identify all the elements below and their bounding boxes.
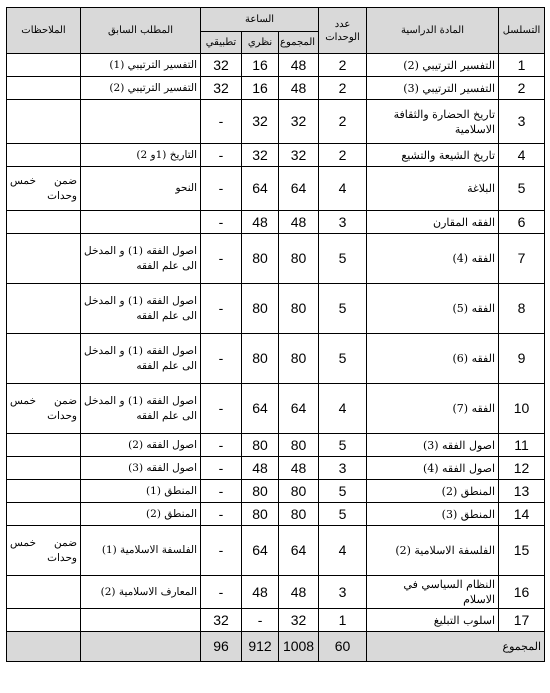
hours-theory-cell: 80 — [242, 480, 279, 503]
serial-cell: 15 — [499, 526, 545, 576]
prereq-cell: اصول الفقه (2) — [81, 434, 201, 457]
serial-cell: 12 — [499, 457, 545, 480]
serial-cell: 17 — [499, 609, 545, 632]
totals-notes-empty — [7, 632, 81, 662]
table-row — [7, 457, 545, 480]
units-cell: 1 — [319, 609, 367, 632]
table-row — [7, 211, 545, 234]
serial-cell: 6 — [499, 211, 545, 234]
totals-units: 60 — [319, 632, 367, 662]
curriculum-table — [6, 7, 545, 662]
header-subject: المادة الدراسية — [367, 8, 499, 54]
hours-total-cell: 48 — [279, 54, 319, 77]
prereq-cell: المعارف الاسلامية (2) — [81, 576, 201, 609]
serial-cell: 14 — [499, 503, 545, 526]
hours-total-cell: 80 — [279, 334, 319, 384]
hours-practical-cell: - — [201, 526, 242, 576]
units-cell: 4 — [319, 526, 367, 576]
hours-practical-cell: - — [201, 384, 242, 434]
subject-cell: المنطق (2) — [367, 480, 499, 503]
hours-practical-cell: - — [201, 100, 242, 144]
hours-total-cell: 48 — [279, 211, 319, 234]
notes-cell — [7, 480, 81, 503]
header-hours-practical: تطبيقي — [201, 32, 242, 54]
hours-theory-cell: 80 — [242, 434, 279, 457]
prereq-cell: اصول الفقه (1) و المدخل الى علم الفقه — [81, 334, 201, 384]
totals-hours-theory: 912 — [242, 632, 279, 662]
notes-cell — [7, 457, 81, 480]
notes-cell — [7, 576, 81, 609]
prereq-cell — [81, 609, 201, 632]
table-row — [7, 334, 545, 384]
subject-cell: الفقه (7) — [367, 384, 499, 434]
header-hours-theory: نظري — [242, 32, 279, 54]
subject-cell: النظام السياسي في الاسلام — [367, 576, 499, 609]
prereq-cell: التفسير الترتيبي (1) — [81, 54, 201, 77]
hours-practical-cell: - — [201, 457, 242, 480]
serial-cell: 2 — [499, 77, 545, 100]
hours-practical-cell: - — [201, 576, 242, 609]
hours-theory-cell: 16 — [242, 54, 279, 77]
table-row — [7, 77, 545, 100]
subject-cell: تاريخ الحضارة والثقافة الاسلامية — [367, 100, 499, 144]
units-cell: 5 — [319, 334, 367, 384]
hours-total-cell: 80 — [279, 480, 319, 503]
serial-cell: 5 — [499, 167, 545, 211]
table-body — [7, 54, 545, 662]
header-hours: الساعة — [201, 8, 319, 32]
table-row — [7, 144, 545, 167]
header-hours-total: المجموع — [279, 32, 319, 54]
prereq-cell: النحو — [81, 167, 201, 211]
serial-cell: 16 — [499, 576, 545, 609]
prereq-cell: التفسير الترتيبي (2) — [81, 77, 201, 100]
table-row — [7, 234, 545, 284]
serial-cell: 3 — [499, 100, 545, 144]
prereq-cell: المنطق (2) — [81, 503, 201, 526]
header-units: عدد الوحدات — [319, 8, 367, 54]
subject-cell: الفقه (6) — [367, 334, 499, 384]
curriculum-document — [6, 7, 544, 662]
hours-theory-cell: 64 — [242, 384, 279, 434]
hours-theory-cell: 64 — [242, 167, 279, 211]
units-cell: 2 — [319, 77, 367, 100]
units-cell: 2 — [319, 100, 367, 144]
hours-theory-cell: 48 — [242, 211, 279, 234]
table-row — [7, 609, 545, 632]
units-cell: 3 — [319, 211, 367, 234]
table-row — [7, 480, 545, 503]
notes-cell: ضمن خمس وحدات — [7, 526, 81, 576]
hours-total-cell: 48 — [279, 576, 319, 609]
units-cell: 3 — [319, 576, 367, 609]
totals-row — [7, 632, 545, 662]
header-serial: التسلسل — [499, 8, 545, 54]
hours-total-cell: 32 — [279, 609, 319, 632]
hours-practical-cell: - — [201, 434, 242, 457]
subject-cell: البلاغة — [367, 167, 499, 211]
subject-cell: التفسير الترتيبي (2) — [367, 54, 499, 77]
notes-cell — [7, 234, 81, 284]
prereq-cell: الفلسفة الاسلامية (1) — [81, 526, 201, 576]
subject-cell: الفقه (4) — [367, 234, 499, 284]
hours-practical-cell: - — [201, 284, 242, 334]
subject-cell: الفقه (5) — [367, 284, 499, 334]
totals-hours-practical: 96 — [201, 632, 242, 662]
units-cell: 5 — [319, 480, 367, 503]
table-row — [7, 100, 545, 144]
serial-cell: 10 — [499, 384, 545, 434]
subject-cell: اصول الفقه (3) — [367, 434, 499, 457]
subject-cell: اسلوب التبليغ — [367, 609, 499, 632]
prereq-cell: التاريخ (1و 2) — [81, 144, 201, 167]
header-prereq: المطلب السابق — [81, 8, 201, 54]
serial-cell: 7 — [499, 234, 545, 284]
subject-cell: تاريخ الشيعة والتشيع — [367, 144, 499, 167]
notes-cell — [7, 100, 81, 144]
prereq-cell: اصول الفقه (1) و المدخل الى علم الفقه — [81, 284, 201, 334]
hours-total-cell: 80 — [279, 434, 319, 457]
units-cell: 4 — [319, 167, 367, 211]
table-row — [7, 503, 545, 526]
notes-cell — [7, 211, 81, 234]
hours-practical-cell: - — [201, 167, 242, 211]
hours-practical-cell: - — [201, 480, 242, 503]
subject-cell: المنطق (3) — [367, 503, 499, 526]
totals-hours-total: 1008 — [279, 632, 319, 662]
subject-cell: الفلسفة الاسلامية (2) — [367, 526, 499, 576]
hours-theory-cell: 48 — [242, 576, 279, 609]
hours-practical-cell: - — [201, 211, 242, 234]
hours-theory-cell: 80 — [242, 284, 279, 334]
serial-cell: 11 — [499, 434, 545, 457]
units-cell: 5 — [319, 284, 367, 334]
hours-practical-cell: - — [201, 503, 242, 526]
notes-cell: ضمن خمس وحدات — [7, 167, 81, 211]
hours-total-cell: 80 — [279, 234, 319, 284]
hours-total-cell: 32 — [279, 100, 319, 144]
hours-practical-cell: - — [201, 144, 242, 167]
units-cell: 2 — [319, 144, 367, 167]
hours-total-cell: 48 — [279, 457, 319, 480]
hours-theory-cell: - — [242, 609, 279, 632]
table-row — [7, 576, 545, 609]
hours-theory-cell: 48 — [242, 457, 279, 480]
units-cell: 4 — [319, 384, 367, 434]
prereq-cell — [81, 100, 201, 144]
hours-total-cell: 80 — [279, 284, 319, 334]
hours-theory-cell: 80 — [242, 334, 279, 384]
subject-cell: اصول الفقه (4) — [367, 457, 499, 480]
hours-total-cell: 48 — [279, 77, 319, 100]
table-row — [7, 434, 545, 457]
table-row — [7, 384, 545, 434]
table-row — [7, 284, 545, 334]
totals-prereq-empty — [81, 632, 201, 662]
hours-practical-cell: - — [201, 234, 242, 284]
prereq-cell: اصول الفقه (1) و المدخل الى علم الفقه — [81, 234, 201, 284]
hours-theory-cell: 32 — [242, 144, 279, 167]
hours-total-cell: 64 — [279, 384, 319, 434]
notes-cell — [7, 144, 81, 167]
units-cell: 2 — [319, 54, 367, 77]
table-row — [7, 167, 545, 211]
table-row — [7, 54, 545, 77]
hours-theory-cell: 16 — [242, 77, 279, 100]
serial-cell: 8 — [499, 284, 545, 334]
hours-practical-cell: - — [201, 334, 242, 384]
serial-cell: 1 — [499, 54, 545, 77]
notes-cell — [7, 334, 81, 384]
units-cell: 3 — [319, 457, 367, 480]
hours-total-cell: 64 — [279, 526, 319, 576]
subject-cell: التفسير الترتيبي (3) — [367, 77, 499, 100]
prereq-cell: المنطق (1) — [81, 480, 201, 503]
table-row — [7, 526, 545, 576]
notes-cell — [7, 54, 81, 77]
notes-cell: ضمن خمس وحدات — [7, 384, 81, 434]
units-cell: 5 — [319, 234, 367, 284]
totals-label: المجموع — [367, 632, 545, 662]
hours-total-cell: 32 — [279, 144, 319, 167]
units-cell: 5 — [319, 503, 367, 526]
hours-theory-cell: 64 — [242, 526, 279, 576]
prereq-cell: اصول الفقه (3) — [81, 457, 201, 480]
notes-cell — [7, 503, 81, 526]
hours-theory-cell: 80 — [242, 503, 279, 526]
hours-theory-cell: 80 — [242, 234, 279, 284]
notes-cell — [7, 77, 81, 100]
prereq-cell: اصول الفقه (1) و المدخل الى علم الفقه — [81, 384, 201, 434]
hours-practical-cell: 32 — [201, 609, 242, 632]
notes-cell — [7, 434, 81, 457]
notes-cell — [7, 284, 81, 334]
units-cell: 5 — [319, 434, 367, 457]
serial-cell: 13 — [499, 480, 545, 503]
hours-theory-cell: 32 — [242, 100, 279, 144]
hours-total-cell: 64 — [279, 167, 319, 211]
header-notes: الملاحظات — [7, 8, 81, 54]
serial-cell: 9 — [499, 334, 545, 384]
hours-practical-cell: 32 — [201, 54, 242, 77]
hours-practical-cell: 32 — [201, 77, 242, 100]
notes-cell — [7, 609, 81, 632]
subject-cell: الفقه المقارن — [367, 211, 499, 234]
prereq-cell — [81, 211, 201, 234]
hours-total-cell: 80 — [279, 503, 319, 526]
serial-cell: 4 — [499, 144, 545, 167]
